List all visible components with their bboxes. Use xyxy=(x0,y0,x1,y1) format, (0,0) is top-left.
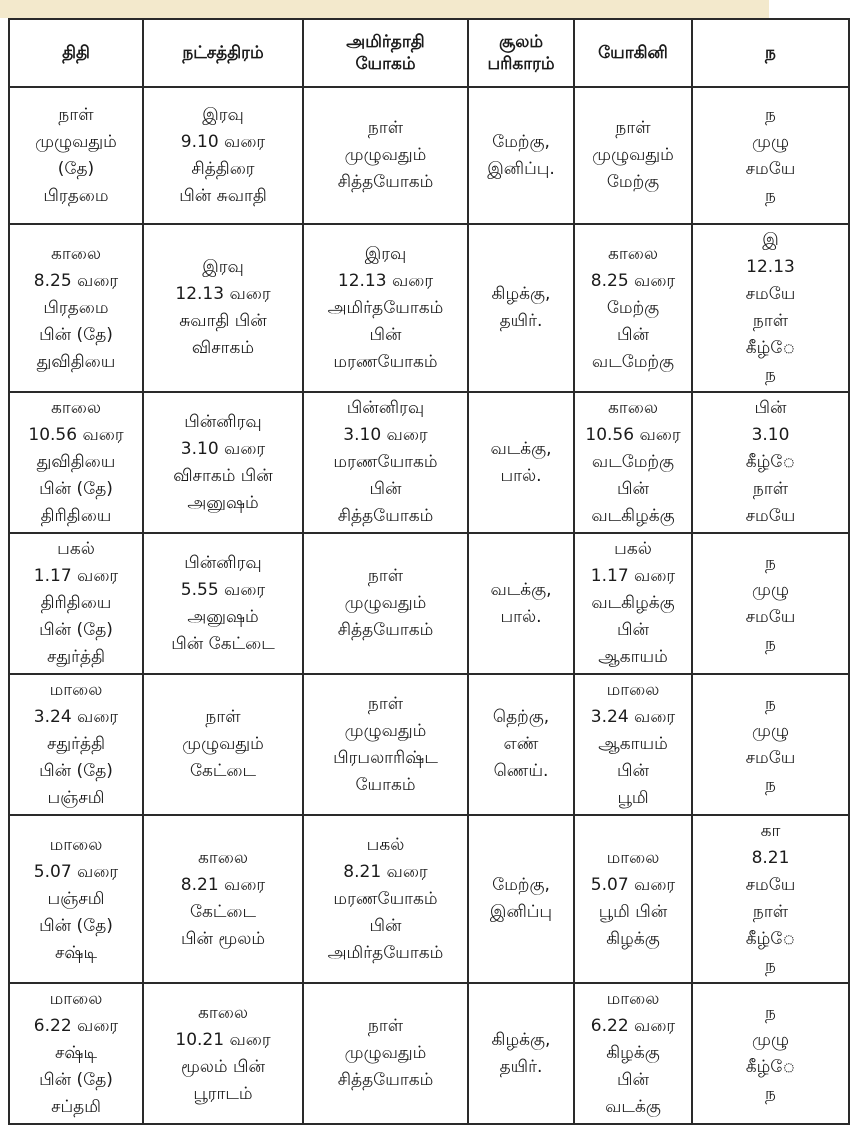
table-row xyxy=(9,983,849,1124)
cell-soolam: கிழக்கு, தயிர். xyxy=(468,224,574,392)
cell-yogam: நாள் முழுவதும் சித்தயோகம் xyxy=(303,87,468,224)
cell-thithi: மாலை 6.22 வரை சஷ்டி பின் (தே) சப்தமி xyxy=(9,983,143,1124)
table-row xyxy=(9,674,849,815)
cell-soolam: கிழக்கு, தயிர். xyxy=(468,983,574,1124)
cell-thithi: நாள் முழுவதும் (தே) பிரதமை xyxy=(9,87,143,224)
header-last-partial: ந xyxy=(692,19,849,87)
cell-thithi: காலை 10.56 வரை துவிதியை பின் (தே) திரிதியை xyxy=(9,392,143,533)
cell-yogam: நாள் முழுவதும் பிரபலாரிஷ்ட யோகம் xyxy=(303,674,468,815)
header-thithi: திதி xyxy=(9,19,143,87)
cell-soolam: மேற்கு, இனிப்பு xyxy=(468,815,574,983)
cell-yogam: இரவு 12.13 வரை அமிர்தயோகம் பின் மரணயோகம் xyxy=(303,224,468,392)
cell-thithi: மாலை 5.07 வரை பஞ்சமி பின் (தே) சஷ்டி xyxy=(9,815,143,983)
cell-soolam: வடக்கு, பால். xyxy=(468,392,574,533)
table-body xyxy=(9,87,849,1124)
cell-yogini: காலை 10.56 வரை வடமேற்கு பின் வடகிழக்கு xyxy=(574,392,692,533)
cell-nakshatram: காலை 8.21 வரை கேட்டை பின் மூலம் xyxy=(143,815,303,983)
header-yogini: யோகினி xyxy=(574,19,692,87)
cell-nakshatram: இரவு 12.13 வரை சுவாதி பின் விசாகம் xyxy=(143,224,303,392)
cell-yogini: பகல் 1.17 வரை வடகிழக்கு பின் ஆகாயம் xyxy=(574,533,692,674)
cell-soolam: வடக்கு, பால். xyxy=(468,533,574,674)
cell-yogini: மாலை 3.24 வரை ஆகாயம் பின் பூமி xyxy=(574,674,692,815)
cell-last: இ 12.13 சமயே நாள் கீழ்ே ந xyxy=(692,224,849,392)
cell-nakshatram: பின்னிரவு 3.10 வரை விசாகம் பின் அனுஷம் xyxy=(143,392,303,533)
cell-yogam: நாள் முழுவதும் சித்தயோகம் xyxy=(303,533,468,674)
table-row xyxy=(9,392,849,533)
cell-last: ந முழு சமயே ந xyxy=(692,533,849,674)
top-margin-strip xyxy=(0,0,769,18)
cell-thithi: பகல் 1.17 வரை திரிதியை பின் (தே) சதுர்த்தி xyxy=(9,533,143,674)
cell-yogini: மாலை 5.07 வரை பூமி பின் கிழக்கு xyxy=(574,815,692,983)
panchangam-table xyxy=(8,18,850,1125)
cell-last: ந முழு சமயே ந xyxy=(692,674,849,815)
cell-last: கா 8.21 சமயே நாள் கீழ்ே ந xyxy=(692,815,849,983)
table-row xyxy=(9,815,849,983)
cell-yogam: பகல் 8.21 வரை மரணயோகம் பின் அமிர்தயோகம் xyxy=(303,815,468,983)
cell-soolam: மேற்கு, இனிப்பு. xyxy=(468,87,574,224)
cell-yogam: நாள் முழுவதும் சித்தயோகம் xyxy=(303,983,468,1124)
cell-thithi: மாலை 3.24 வரை சதுர்த்தி பின் (தே) பஞ்சமி xyxy=(9,674,143,815)
cell-yogini: மாலை 6.22 வரை கிழக்கு பின் வடக்கு xyxy=(574,983,692,1124)
cell-nakshatram: பின்னிரவு 5.55 வரை அனுஷம் பின் கேட்டை xyxy=(143,533,303,674)
header-amirthathi-yogam: அமிர்தாதி யோகம் xyxy=(303,19,468,87)
cell-nakshatram: இரவு 9.10 வரை சித்திரை பின் சுவாதி xyxy=(143,87,303,224)
cell-last: பின் 3.10 கீழ்ே நாள் சமயே xyxy=(692,392,849,533)
header-nakshatram: நட்சத்திரம் xyxy=(143,19,303,87)
table-header xyxy=(9,19,849,87)
table-row xyxy=(9,533,849,674)
cell-soolam: தெற்கு, எண் ணெய். xyxy=(468,674,574,815)
cell-yogini: நாள் முழுவதும் மேற்கு xyxy=(574,87,692,224)
cell-nakshatram: நாள் முழுவதும் கேட்டை xyxy=(143,674,303,815)
table-row xyxy=(9,224,849,392)
cell-last: ந முழு கீழ்ே ந xyxy=(692,983,849,1124)
cell-yogini: காலை 8.25 வரை மேற்கு பின் வடமேற்கு xyxy=(574,224,692,392)
header-soolam-parigaram: சூலம் பரிகாரம் xyxy=(468,19,574,87)
cell-thithi: காலை 8.25 வரை பிரதமை பின் (தே) துவிதியை xyxy=(9,224,143,392)
cell-nakshatram: காலை 10.21 வரை மூலம் பின் பூராடம் xyxy=(143,983,303,1124)
cell-yogam: பின்னிரவு 3.10 வரை மரணயோகம் பின் சித்தயோகம் xyxy=(303,392,468,533)
header-row xyxy=(9,19,849,87)
table-row xyxy=(9,87,849,224)
cell-last: ந முழு சமயே ந xyxy=(692,87,849,224)
